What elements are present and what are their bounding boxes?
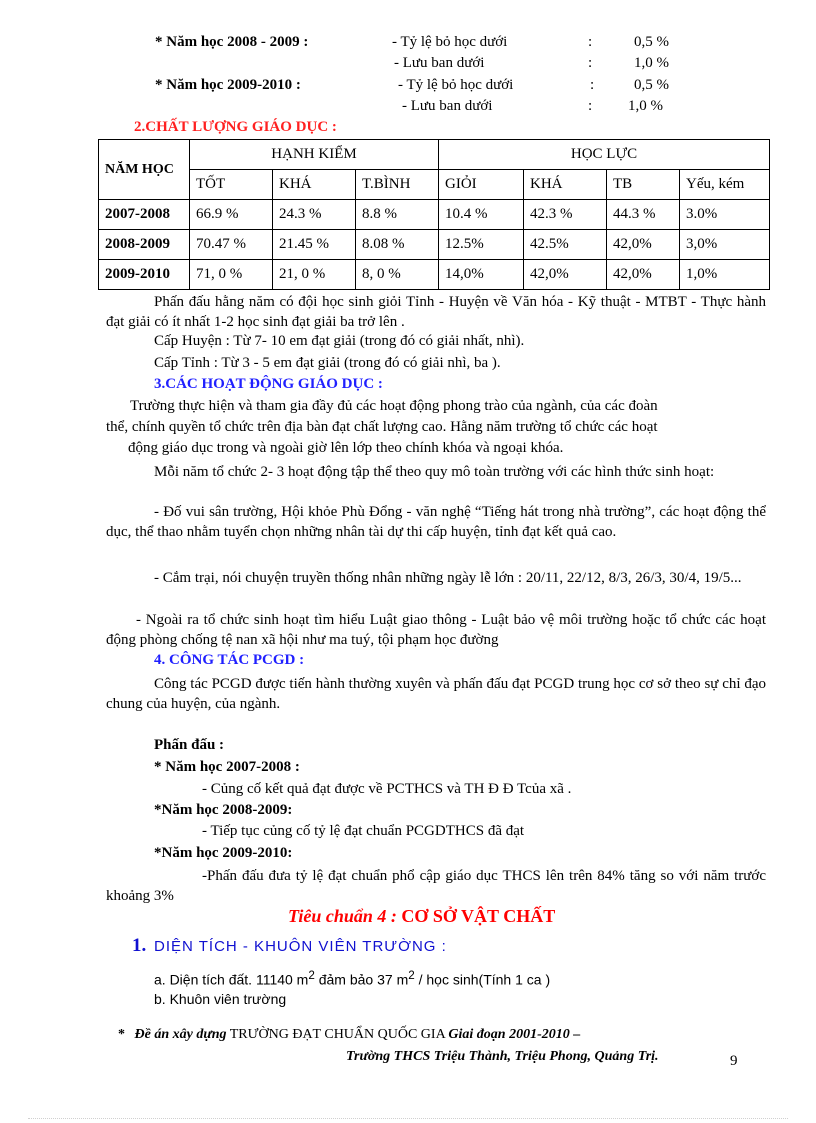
table-cell: 21.45 % xyxy=(273,230,356,260)
table-row xyxy=(99,200,770,230)
repeat-value: 1,0 % xyxy=(628,98,663,114)
table-cell: 8.08 % xyxy=(356,230,439,260)
land-area-text: đảm bảo 37 m xyxy=(314,971,409,988)
land-area-text: a. Diện tích đất. 11140 m xyxy=(154,971,309,988)
table-subheader-row xyxy=(99,170,770,200)
row-year: 2007-2008 xyxy=(99,200,190,230)
table-row xyxy=(99,230,770,260)
land-area-text: / học sinh(Tính 1 ca ) xyxy=(414,971,551,988)
table-cell: 71, 0 % xyxy=(190,260,273,290)
table-cell: 66.9 % xyxy=(190,200,273,230)
colon: : xyxy=(588,34,593,50)
year-2008-2009-label: * Năm học 2008 - 2009 : xyxy=(155,34,309,50)
goal-text: -Phấn đấu đưa tỷ lệ đạt chuẩn phổ cập giáo dục THCS lên trên 84% tăng so với năm trước khoảng 3% xyxy=(106,868,766,904)
paragraph-camping: - Cắm trại, nói chuyện truyền thống nhân những ngày lễ lớn : 20/11, 22/12, 8/3, 26/3, 30/4, 19/5... xyxy=(154,570,742,586)
superscript: 2 xyxy=(408,969,415,982)
goal-text: - Tiếp tục củng cố tỷ lệ đạt chuẩn PCGDTHCS đã đạt xyxy=(202,823,525,839)
standard-4-label: Tiêu chuẩn 4 : xyxy=(288,906,397,926)
campus-line: b. Khuôn viên trường xyxy=(154,991,287,1007)
goal-year: * Năm học 2007-2008 : xyxy=(154,759,300,775)
academic-group-header: HỌC LỰC xyxy=(439,140,770,170)
paragraph-competition: Phấn đấu hằng năm có đội học sinh giỏi Tỉnh - Huyện về Văn hóa - Kỹ thuật - MTBT - Thực hành đạt giải có ít nhất 1-2 học sinh đạt giải ba trở lên . xyxy=(106,294,766,330)
goal-text: - Củng cố kết quả đạt được về PCTHCS và TH Đ Đ Tcủa xã . xyxy=(202,781,572,797)
column-header: KHÁ xyxy=(273,170,356,200)
footer-italic: Giai đoạn 2001-2010 – xyxy=(448,1027,581,1042)
table-header-row xyxy=(99,140,770,170)
table-cell: 14,0% xyxy=(439,260,524,290)
conduct-group-header: HẠNH KIỂM xyxy=(190,140,439,170)
land-area-line xyxy=(154,969,550,988)
table-cell: 24.3 % xyxy=(273,200,356,230)
column-header: T.BÌNH xyxy=(356,170,439,200)
colon: : xyxy=(590,77,595,93)
table-cell: 10.4 % xyxy=(439,200,524,230)
dropout-label: - Tỷ lệ bỏ học dưới xyxy=(398,77,514,93)
colon: : xyxy=(588,98,593,114)
dropout-value: 0,5 % xyxy=(634,77,669,93)
column-header: KHÁ xyxy=(524,170,607,200)
dropout-value: 0,5 % xyxy=(634,34,669,50)
footer-line-2: Trường THCS Triệu Thành, Triệu Phong, Quảng Trị. xyxy=(346,1049,659,1064)
colon: : xyxy=(588,55,593,71)
column-header: TỐT xyxy=(190,170,273,200)
page-bottom-divider xyxy=(28,1118,788,1119)
paragraph-law: - Ngoài ra tổ chức sinh hoạt tìm hiểu Luật giao thông - Luật bảo vệ môi trường hoặc tổ chức các hoạt động phòng chống tệ nan xã hội như ma tuý, tội phạm học đường xyxy=(106,612,766,648)
item-1-title: DIỆN TÍCH - KHUÔN VIÊN TRƯỜNG : xyxy=(154,938,447,955)
table-cell: 21, 0 % xyxy=(273,260,356,290)
table-cell: 42.3 % xyxy=(524,200,607,230)
row-year: 2008-2009 xyxy=(99,230,190,260)
row-year: 2009-2010 xyxy=(99,260,190,290)
table-cell: 42,0% xyxy=(524,260,607,290)
table-cell: 3,0% xyxy=(680,230,770,260)
footer-line-1 xyxy=(118,1027,580,1043)
repeat-label: - Lưu ban dưới xyxy=(402,98,493,114)
standard-4-title: CƠ SỞ VẬT CHẤT xyxy=(396,906,556,926)
paragraph-activities: Mỗi năm tổ chức 2- 3 hoạt động tập thể theo quy mô toàn trường với các hình thức sinh hoạt: xyxy=(154,464,715,480)
section-4-heading: 4. CÔNG TÁC PCGD : xyxy=(154,652,305,668)
table-cell: 42,0% xyxy=(607,260,680,290)
district-level-line: Cấp Huyện : Từ 7- 10 em đạt giải (trong đó có giải nhất, nhì). xyxy=(154,333,525,349)
item-1-number: 1. xyxy=(132,935,147,956)
goal-year: *Năm học 2008-2009: xyxy=(154,802,293,818)
table-cell: 70.47 % xyxy=(190,230,273,260)
page-number: 9 xyxy=(730,1053,738,1069)
table-row xyxy=(99,260,770,290)
section-2-heading: 2.CHẤT LƯỢNG GIÁO DỤC : xyxy=(134,119,337,135)
paragraph-line: thể, chính quyền tổ chức trên địa bàn đạt chất lượng cao. Hằng năm trường tổ chức các hoạt xyxy=(106,419,658,435)
repeat-label: - Lưu ban dưới xyxy=(394,55,485,71)
goal-year: *Năm học 2009-2010: xyxy=(154,845,293,861)
table-cell: 3.0% xyxy=(680,200,770,230)
year-2009-2010-label: * Năm học 2009-2010 : xyxy=(155,77,301,93)
table-cell: 12.5% xyxy=(439,230,524,260)
paragraph-line: động giáo dục trong và ngoài giờ lên lớp theo chính khóa và ngoại khóa. xyxy=(128,440,564,456)
table-cell: 42.5% xyxy=(524,230,607,260)
year-column-header: NĂM HỌC xyxy=(99,140,190,200)
footer-star: * xyxy=(118,1027,125,1042)
table-cell: 8.8 % xyxy=(356,200,439,230)
paragraph-line: Trường thực hiện và tham gia đầy đủ các hoạt động phong trào của ngành, của các đoàn xyxy=(130,398,658,414)
standard-4-heading xyxy=(288,906,555,927)
column-header: GIỎI xyxy=(439,170,524,200)
superscript: 2 xyxy=(308,969,315,982)
province-level-line: Cấp Tỉnh : Từ 3 - 5 em đạt giải (trong đó có giải nhì, ba ). xyxy=(154,355,501,371)
paragraph-sports: - Đố vui sân trường, Hội khỏe Phù Đổng - văn nghệ “Tiếng hát trong nhà trường”, các hoạt động thể dục, thể thao nhằm tuyển chọn những nhân tài dự thi cấp huyện, tỉnh đạt kết quả cao. xyxy=(106,504,766,540)
dropout-label: - Tỷ lệ bỏ học dưới xyxy=(392,34,508,50)
goal-title: Phấn đấu : xyxy=(154,737,225,753)
column-header: TB xyxy=(607,170,680,200)
footer-italic: Đề án xây dựng xyxy=(134,1027,227,1042)
repeat-value: 1,0 % xyxy=(634,55,669,71)
quality-table xyxy=(98,139,770,290)
paragraph-pcgd: Công tác PCGD được tiến hành thường xuyên và phấn đấu đạt PCGD trung học cơ sở theo sự chỉ đạo chung của huyện, của ngành. xyxy=(106,676,766,712)
table-cell: 42,0% xyxy=(607,230,680,260)
item-1-heading xyxy=(132,935,447,957)
table-cell: 1,0% xyxy=(680,260,770,290)
column-header: Yếu, kém xyxy=(680,170,770,200)
footer-title: TRƯỜNG ĐẠT CHUẨN QUỐC GIA xyxy=(226,1027,449,1042)
table-cell: 8, 0 % xyxy=(356,260,439,290)
table-cell: 44.3 % xyxy=(607,200,680,230)
section-3-heading: 3.CÁC HOẠT ĐỘNG GIÁO DỤC : xyxy=(154,376,383,392)
